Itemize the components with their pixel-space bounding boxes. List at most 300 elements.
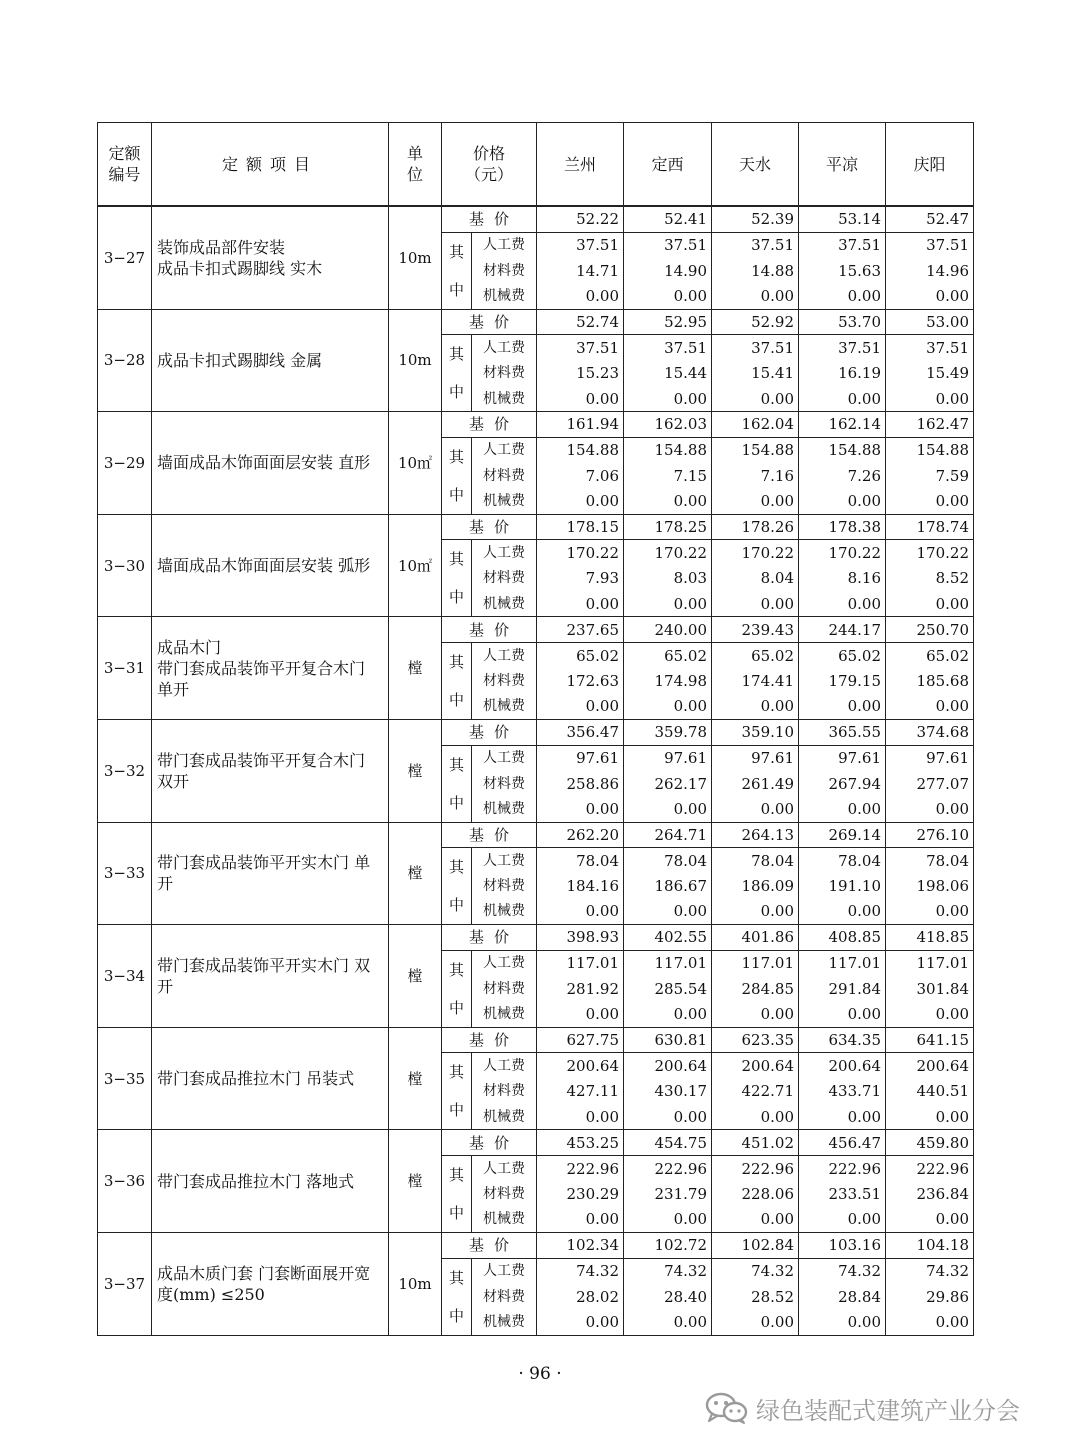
- base-price-label: 基价: [442, 1130, 537, 1156]
- material-cost-value: 284.85: [712, 976, 799, 1001]
- table-row: [98, 822, 974, 848]
- labor-cost-value: 200.64: [537, 1053, 624, 1079]
- wechat-icon: [704, 1392, 748, 1424]
- material-cost-value: 185.68: [886, 668, 974, 693]
- base-price-label: 基价: [442, 1027, 537, 1053]
- base-price-value: 161.94: [537, 412, 624, 438]
- of-which-label: [442, 1258, 472, 1335]
- base-price-label: 基价: [442, 925, 537, 951]
- base-price-value: 52.92: [712, 309, 799, 335]
- labor-cost-label: 人工费: [472, 848, 537, 874]
- base-price-value: 104.18: [886, 1232, 974, 1258]
- labor-cost-value: 222.96: [886, 1155, 974, 1181]
- material-cost-value: 28.52: [712, 1284, 799, 1309]
- material-cost-value: 28.02: [537, 1284, 624, 1309]
- base-price-value: 239.43: [712, 617, 799, 643]
- material-cost-value: 7.16: [712, 463, 799, 488]
- machine-cost-label: 机械费: [472, 1309, 537, 1335]
- machine-cost-label: 机械费: [472, 694, 537, 720]
- base-price-value: 262.20: [537, 822, 624, 848]
- machine-cost-label: 机械费: [472, 1001, 537, 1027]
- base-price-value: 52.95: [624, 309, 712, 335]
- material-cost-value: 15.23: [537, 361, 624, 386]
- quota-unit: 10㎡: [389, 412, 442, 515]
- labor-cost-value: 222.96: [712, 1155, 799, 1181]
- quota-item-name: [152, 822, 389, 925]
- material-cost-value: 14.96: [886, 258, 974, 283]
- labor-cost-label: 人工费: [472, 950, 537, 976]
- item-name-line: 成品卡扣式踢脚线 金属: [157, 350, 323, 370]
- header-city: 平凉: [799, 123, 886, 207]
- machine-cost-value: 0.00: [712, 694, 799, 720]
- labor-cost-value: 154.88: [712, 437, 799, 463]
- quota-unit: 樘: [389, 1027, 442, 1130]
- material-cost-value: 7.59: [886, 463, 974, 488]
- machine-cost-value: 0.00: [624, 1001, 712, 1027]
- labor-cost-value: 154.88: [537, 437, 624, 463]
- material-cost-value: 7.06: [537, 463, 624, 488]
- labor-cost-value: 65.02: [537, 642, 624, 668]
- material-cost-value: 261.49: [712, 771, 799, 796]
- base-price-value: 365.55: [799, 719, 886, 745]
- material-cost-value: 301.84: [886, 976, 974, 1001]
- base-price-value: 162.14: [799, 412, 886, 438]
- base-price-value: 237.65: [537, 617, 624, 643]
- machine-cost-value: 0.00: [624, 1309, 712, 1335]
- labor-cost-value: 222.96: [624, 1155, 712, 1181]
- machine-cost-value: 0.00: [886, 591, 974, 617]
- of-which-char: 其: [448, 242, 464, 261]
- material-cost-label: 材料费: [472, 463, 537, 488]
- labor-cost-value: 65.02: [799, 642, 886, 668]
- of-which-label: [442, 437, 472, 514]
- material-cost-value: 15.41: [712, 361, 799, 386]
- base-price-label: 基价: [442, 206, 537, 232]
- table-row: [98, 719, 974, 745]
- machine-cost-value: 0.00: [712, 283, 799, 309]
- quota-code: 3−30: [98, 514, 152, 617]
- item-name-line: 度(mm) ≤250: [157, 1284, 265, 1304]
- quota-item-name: [152, 1232, 389, 1335]
- material-cost-label: 材料费: [472, 361, 537, 386]
- base-price-value: 623.35: [712, 1027, 799, 1053]
- base-price-value: 453.25: [537, 1130, 624, 1156]
- material-cost-value: 8.52: [886, 566, 974, 591]
- labor-cost-value: 37.51: [624, 232, 712, 258]
- base-price-value: 356.47: [537, 719, 624, 745]
- base-price-value: 240.00: [624, 617, 712, 643]
- table-row: [98, 1027, 974, 1053]
- item-name-line: 带门套成品推拉木门 落地式: [157, 1171, 355, 1191]
- base-price-value: 103.16: [799, 1232, 886, 1258]
- table-row: [98, 309, 974, 335]
- item-name-line: 带门套成品装饰平开实木门 双: [157, 955, 371, 975]
- machine-cost-value: 0.00: [537, 796, 624, 822]
- base-price-value: 52.22: [537, 206, 624, 232]
- item-name-line: 双开: [157, 771, 190, 791]
- machine-cost-value: 0.00: [799, 386, 886, 412]
- base-price-value: 359.10: [712, 719, 799, 745]
- material-cost-value: 28.40: [624, 1284, 712, 1309]
- labor-cost-value: 170.22: [712, 540, 799, 566]
- labor-cost-value: 37.51: [537, 335, 624, 361]
- labor-cost-value: 222.96: [799, 1155, 886, 1181]
- labor-cost-value: 97.61: [799, 745, 886, 771]
- labor-cost-value: 97.61: [712, 745, 799, 771]
- header-code: 定额 编号: [98, 123, 152, 207]
- labor-cost-value: 170.22: [624, 540, 712, 566]
- machine-cost-value: 0.00: [886, 1207, 974, 1233]
- material-cost-value: 231.79: [624, 1181, 712, 1206]
- machine-cost-label: 机械费: [472, 1207, 537, 1233]
- material-cost-label: 材料费: [472, 258, 537, 283]
- watermark-text: 绿色装配式建筑产业分会: [756, 1396, 1020, 1425]
- material-cost-label: 材料费: [472, 566, 537, 591]
- machine-cost-value: 0.00: [537, 694, 624, 720]
- base-price-value: 630.81: [624, 1027, 712, 1053]
- quota-unit: 樘: [389, 719, 442, 822]
- labor-cost-label: 人工费: [472, 745, 537, 771]
- quota-code: 3−29: [98, 412, 152, 515]
- machine-cost-value: 0.00: [886, 283, 974, 309]
- machine-cost-value: 0.00: [712, 488, 799, 514]
- quota-unit: 10㎡: [389, 514, 442, 617]
- machine-cost-value: 0.00: [624, 591, 712, 617]
- quota-code: 3−36: [98, 1130, 152, 1233]
- of-which-char: 中: [448, 485, 464, 504]
- labor-cost-value: 74.32: [537, 1258, 624, 1284]
- of-which-char: 其: [448, 345, 464, 364]
- machine-cost-label: 机械费: [472, 899, 537, 925]
- base-price-value: 269.14: [799, 822, 886, 848]
- base-price-value: 102.34: [537, 1232, 624, 1258]
- material-cost-value: 186.09: [712, 873, 799, 898]
- machine-cost-value: 0.00: [799, 1001, 886, 1027]
- base-price-value: 53.70: [799, 309, 886, 335]
- labor-cost-value: 78.04: [712, 848, 799, 874]
- header-row: [98, 123, 974, 207]
- machine-cost-value: 0.00: [537, 1309, 624, 1335]
- material-cost-value: 262.17: [624, 771, 712, 796]
- machine-cost-label: 机械费: [472, 796, 537, 822]
- labor-cost-value: 37.51: [799, 232, 886, 258]
- material-cost-value: 422.71: [712, 1079, 799, 1104]
- material-cost-value: 28.84: [799, 1284, 886, 1309]
- of-which-label: [442, 950, 472, 1027]
- machine-cost-value: 0.00: [537, 283, 624, 309]
- labor-cost-value: 78.04: [537, 848, 624, 874]
- labor-cost-value: 74.32: [886, 1258, 974, 1284]
- machine-cost-value: 0.00: [712, 1001, 799, 1027]
- machine-cost-value: 0.00: [537, 899, 624, 925]
- machine-cost-value: 0.00: [624, 1207, 712, 1233]
- base-price-value: 162.03: [624, 412, 712, 438]
- labor-cost-label: 人工费: [472, 1155, 537, 1181]
- header-unit: 单 位: [389, 123, 442, 207]
- of-which-char: 中: [448, 280, 464, 299]
- labor-cost-value: 117.01: [712, 950, 799, 976]
- labor-cost-value: 117.01: [537, 950, 624, 976]
- labor-cost-value: 74.32: [799, 1258, 886, 1284]
- machine-cost-value: 0.00: [799, 899, 886, 925]
- item-name-line: 墙面成品木饰面面层安装 弧形: [157, 556, 371, 576]
- material-cost-value: 8.16: [799, 566, 886, 591]
- base-price-label: 基价: [442, 719, 537, 745]
- base-price-value: 374.68: [886, 719, 974, 745]
- quota-item-name: [152, 617, 389, 720]
- base-price-value: 276.10: [886, 822, 974, 848]
- header-price: 价格 （元）: [442, 123, 537, 207]
- base-price-value: 52.41: [624, 206, 712, 232]
- base-price-value: 178.25: [624, 514, 712, 540]
- labor-cost-value: 65.02: [886, 642, 974, 668]
- base-price-value: 408.85: [799, 925, 886, 951]
- base-price-label: 基价: [442, 617, 537, 643]
- material-cost-value: 291.84: [799, 976, 886, 1001]
- machine-cost-value: 0.00: [624, 488, 712, 514]
- material-cost-label: 材料费: [472, 976, 537, 1001]
- labor-cost-label: 人工费: [472, 540, 537, 566]
- labor-cost-value: 200.64: [624, 1053, 712, 1079]
- base-price-label: 基价: [442, 1232, 537, 1258]
- of-which-char: 中: [448, 896, 464, 915]
- machine-cost-value: 0.00: [799, 591, 886, 617]
- table-row: [98, 412, 974, 438]
- base-price-value: 456.47: [799, 1130, 886, 1156]
- of-which-char: 其: [448, 755, 464, 774]
- of-which-char: 中: [448, 588, 464, 607]
- material-cost-label: 材料费: [472, 1181, 537, 1206]
- labor-cost-value: 154.88: [624, 437, 712, 463]
- material-cost-value: 172.63: [537, 668, 624, 693]
- of-which-char: 中: [448, 1306, 464, 1325]
- material-cost-value: 281.92: [537, 976, 624, 1001]
- labor-cost-value: 117.01: [799, 950, 886, 976]
- base-price-value: 244.17: [799, 617, 886, 643]
- machine-cost-value: 0.00: [624, 899, 712, 925]
- table-row: [98, 617, 974, 643]
- machine-cost-value: 0.00: [799, 1104, 886, 1130]
- labor-cost-value: 78.04: [799, 848, 886, 874]
- material-cost-value: 230.29: [537, 1181, 624, 1206]
- quota-code: 3−32: [98, 719, 152, 822]
- base-price-value: 264.13: [712, 822, 799, 848]
- material-cost-value: 184.16: [537, 873, 624, 898]
- machine-cost-value: 0.00: [624, 1104, 712, 1130]
- quota-code: 3−34: [98, 925, 152, 1028]
- of-which-char: 其: [448, 1165, 464, 1184]
- base-price-value: 53.14: [799, 206, 886, 232]
- header-city: 兰州: [537, 123, 624, 207]
- material-cost-value: 29.86: [886, 1284, 974, 1309]
- base-price-value: 418.85: [886, 925, 974, 951]
- base-price-value: 178.38: [799, 514, 886, 540]
- labor-cost-value: 200.64: [799, 1053, 886, 1079]
- material-cost-value: 267.94: [799, 771, 886, 796]
- quota-item-name: [152, 412, 389, 515]
- machine-cost-value: 0.00: [712, 1104, 799, 1130]
- machine-cost-value: 0.00: [886, 899, 974, 925]
- labor-cost-label: 人工费: [472, 437, 537, 463]
- base-price-label: 基价: [442, 822, 537, 848]
- machine-cost-value: 0.00: [537, 1207, 624, 1233]
- material-cost-value: 258.86: [537, 771, 624, 796]
- of-which-char: 其: [448, 1063, 464, 1082]
- item-name-line: 开: [157, 874, 174, 894]
- base-price-value: 451.02: [712, 1130, 799, 1156]
- quota-code: 3−33: [98, 822, 152, 925]
- material-cost-label: 材料费: [472, 1284, 537, 1309]
- base-price-value: 250.70: [886, 617, 974, 643]
- material-cost-label: 材料费: [472, 1079, 537, 1104]
- of-which-label: [442, 1155, 472, 1232]
- machine-cost-value: 0.00: [886, 796, 974, 822]
- of-which-char: 其: [448, 550, 464, 569]
- machine-cost-value: 0.00: [712, 899, 799, 925]
- machine-cost-value: 0.00: [624, 796, 712, 822]
- labor-cost-label: 人工费: [472, 335, 537, 361]
- quota-unit: 樘: [389, 822, 442, 925]
- of-which-char: 中: [448, 1203, 464, 1222]
- base-price-value: 264.71: [624, 822, 712, 848]
- item-name-line: 成品卡扣式踢脚线 实木: [157, 258, 323, 278]
- table-row: [98, 1130, 974, 1156]
- of-which-label: [442, 848, 472, 925]
- machine-cost-value: 0.00: [712, 1309, 799, 1335]
- labor-cost-value: 37.51: [537, 232, 624, 258]
- material-cost-value: 430.17: [624, 1079, 712, 1104]
- labor-cost-value: 154.88: [799, 437, 886, 463]
- base-price-value: 402.55: [624, 925, 712, 951]
- item-name-line: 带门套成品装饰平开复合木门: [157, 658, 366, 678]
- item-name-line: 装饰成品部件安装: [157, 237, 286, 257]
- base-price-value: 102.84: [712, 1232, 799, 1258]
- base-price-label: 基价: [442, 412, 537, 438]
- labor-cost-value: 170.22: [537, 540, 624, 566]
- base-price-value: 178.15: [537, 514, 624, 540]
- quota-unit: 10m: [389, 1232, 442, 1335]
- table-row: [98, 514, 974, 540]
- base-price-value: 178.74: [886, 514, 974, 540]
- of-which-char: 其: [448, 652, 464, 671]
- material-cost-value: 15.63: [799, 258, 886, 283]
- base-price-value: 52.39: [712, 206, 799, 232]
- material-cost-value: 14.88: [712, 258, 799, 283]
- material-cost-value: 198.06: [886, 873, 974, 898]
- labor-cost-value: 117.01: [624, 950, 712, 976]
- labor-cost-value: 37.51: [624, 335, 712, 361]
- item-name-line: 带门套成品装饰平开实木门 单: [157, 853, 371, 873]
- table-body: [98, 206, 974, 1335]
- of-which-label: [442, 232, 472, 309]
- material-cost-value: 277.07: [886, 771, 974, 796]
- labor-cost-value: 170.22: [886, 540, 974, 566]
- machine-cost-value: 0.00: [799, 488, 886, 514]
- machine-cost-label: 机械费: [472, 386, 537, 412]
- table-row: [98, 1232, 974, 1258]
- labor-cost-value: 37.51: [712, 232, 799, 258]
- labor-cost-value: 37.51: [886, 232, 974, 258]
- base-price-value: 459.80: [886, 1130, 974, 1156]
- material-cost-value: 228.06: [712, 1181, 799, 1206]
- material-cost-label: 材料费: [472, 668, 537, 693]
- header-city: 庆阳: [886, 123, 974, 207]
- quota-item-name: [152, 514, 389, 617]
- item-name-line: 成品木门: [157, 637, 222, 657]
- machine-cost-label: 机械费: [472, 488, 537, 514]
- machine-cost-value: 0.00: [712, 386, 799, 412]
- of-which-char: 其: [448, 858, 464, 877]
- machine-cost-value: 0.00: [537, 1104, 624, 1130]
- material-cost-value: 7.26: [799, 463, 886, 488]
- labor-cost-value: 97.61: [624, 745, 712, 771]
- machine-cost-value: 0.00: [886, 1104, 974, 1130]
- machine-cost-value: 0.00: [799, 694, 886, 720]
- labor-cost-label: 人工费: [472, 232, 537, 258]
- header-city: 定西: [624, 123, 712, 207]
- base-price-value: 401.86: [712, 925, 799, 951]
- item-name-line: 带门套成品装饰平开复合木门: [157, 750, 366, 770]
- of-which-char: 中: [448, 1101, 464, 1120]
- of-which-char: 中: [448, 793, 464, 812]
- of-which-char: 中: [448, 998, 464, 1017]
- of-which-char: 其: [448, 1268, 464, 1287]
- quota-code: 3−28: [98, 309, 152, 412]
- material-cost-value: 236.84: [886, 1181, 974, 1206]
- base-price-value: 162.04: [712, 412, 799, 438]
- quota-unit: 樘: [389, 617, 442, 720]
- of-which-char: 中: [448, 383, 464, 402]
- labor-cost-value: 65.02: [712, 642, 799, 668]
- labor-cost-value: 78.04: [886, 848, 974, 874]
- machine-cost-value: 0.00: [712, 1207, 799, 1233]
- quota-code: 3−27: [98, 206, 152, 309]
- material-cost-value: 8.04: [712, 566, 799, 591]
- labor-cost-value: 78.04: [624, 848, 712, 874]
- of-which-char: 中: [448, 690, 464, 709]
- machine-cost-value: 0.00: [886, 694, 974, 720]
- material-cost-value: 174.98: [624, 668, 712, 693]
- machine-cost-value: 0.00: [624, 694, 712, 720]
- labor-cost-value: 65.02: [624, 642, 712, 668]
- material-cost-value: 14.90: [624, 258, 712, 283]
- base-price-value: 178.26: [712, 514, 799, 540]
- header-city: 天水: [712, 123, 799, 207]
- item-name-line: 墙面成品木饰面面层安装 直形: [157, 453, 371, 473]
- item-name-line: 单开: [157, 679, 190, 699]
- labor-cost-value: 37.51: [886, 335, 974, 361]
- quota-item-name: [152, 309, 389, 412]
- machine-cost-value: 0.00: [886, 1309, 974, 1335]
- material-cost-value: 8.03: [624, 566, 712, 591]
- base-price-value: 52.74: [537, 309, 624, 335]
- labor-cost-label: 人工费: [472, 1258, 537, 1284]
- base-price-value: 162.47: [886, 412, 974, 438]
- quota-unit: 樘: [389, 925, 442, 1028]
- base-price-value: 53.00: [886, 309, 974, 335]
- labor-cost-value: 74.32: [712, 1258, 799, 1284]
- machine-cost-value: 0.00: [537, 1001, 624, 1027]
- quota-unit: 10m: [389, 309, 442, 412]
- labor-cost-value: 37.51: [799, 335, 886, 361]
- base-price-value: 634.35: [799, 1027, 886, 1053]
- machine-cost-label: 机械费: [472, 591, 537, 617]
- material-cost-value: 7.93: [537, 566, 624, 591]
- machine-cost-value: 0.00: [799, 796, 886, 822]
- of-which-label: [442, 540, 472, 617]
- labor-cost-value: 117.01: [886, 950, 974, 976]
- machine-cost-value: 0.00: [624, 386, 712, 412]
